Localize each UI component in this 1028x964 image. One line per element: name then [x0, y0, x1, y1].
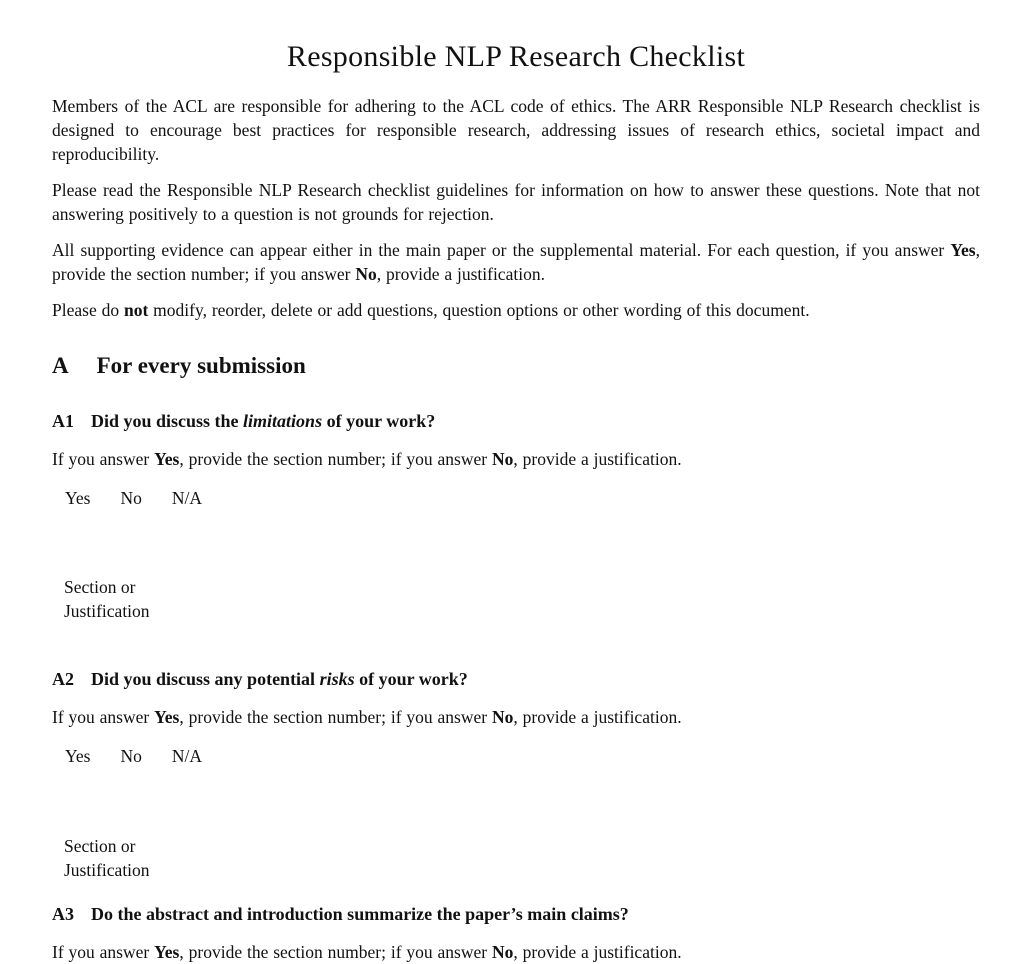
question-a2-answer-field-label [64, 834, 980, 882]
instruction-text-2: , provide the section number; if you answer [179, 942, 492, 962]
question-a2-text-post: of your work? [354, 669, 468, 689]
question-a2-text-pre: Did you discuss any potential [91, 669, 320, 689]
instruction-bold-yes: Yes [154, 449, 180, 469]
question-a1-id: A1 [52, 411, 74, 431]
instruction-bold-no: No [491, 707, 514, 727]
instruction-bold-yes: Yes [154, 942, 180, 962]
option-no[interactable]: No [120, 746, 142, 766]
question-a3 [52, 903, 980, 964]
intro-paragraph-4 [52, 298, 980, 322]
intro-paragraph-4-bold-not: not [123, 300, 149, 320]
question-a1-text-pre: Did you discuss the [91, 411, 244, 431]
question-a2 [52, 668, 980, 882]
intro-paragraph-3-text-2: , provide the section number; if you answer [52, 240, 980, 284]
question-a3-instruction [52, 940, 980, 964]
question-a2-instruction [52, 705, 980, 729]
question-a3-id: A3 [52, 904, 74, 924]
answer-field-label-line1: Section or [64, 836, 136, 856]
intro-paragraph-4-text-2: modify, reorder, delete or add questions, question options or other wording of this document. [148, 300, 810, 320]
question-a2-answer-input-area[interactable] [52, 767, 980, 834]
instruction-text-4: , provide a justification. [513, 449, 682, 469]
intro-paragraph-4-text-0: Please do [52, 300, 124, 320]
instruction-bold-no: No [491, 942, 514, 962]
question-a3-heading [52, 903, 980, 925]
instruction-text-2: , provide the section number; if you answer [179, 449, 492, 469]
question-a2-id: A2 [52, 669, 74, 689]
option-na[interactable]: N/A [171, 488, 202, 508]
option-na[interactable]: N/A [171, 746, 202, 766]
document-title: Responsible NLP Research Checklist [286, 40, 746, 73]
question-a2-heading [52, 668, 980, 690]
instruction-text-0: If you answer [52, 942, 155, 962]
question-a1-emphasis: limitations [243, 411, 323, 431]
intro-paragraph-2: Please read the Responsible NLP Research checklist guidelines for information on how to answer these questions. Note that not answering positively to a question is not grounds for rejection. [52, 180, 980, 224]
intro-paragraph-3-text-4: , provide a justification. [376, 264, 545, 284]
question-a2-answer-options [65, 746, 980, 767]
question-a1-answer-options [65, 488, 980, 509]
instruction-bold-yes: Yes [154, 707, 180, 727]
instruction-text-2: , provide the section number; if you answer [179, 707, 492, 727]
intro-paragraph-3-bold-no: No [355, 264, 377, 284]
answer-field-label-line2: Justification [64, 860, 150, 880]
option-yes[interactable]: Yes [65, 488, 91, 508]
intro-paragraph-3 [52, 238, 980, 286]
question-a1-answer-field-label [64, 575, 980, 623]
instruction-text-4: , provide a justification. [513, 707, 682, 727]
instruction-text-0: If you answer [52, 449, 155, 469]
section-a-id: A [52, 353, 69, 378]
answer-field-label-line2: Justification [64, 601, 150, 621]
intro-paragraph-3-text-0: All supporting evidence can appear either in the main paper or the supplemental material. For each question, if you answer [52, 240, 951, 260]
question-a1-answer-input-area[interactable] [52, 509, 980, 575]
option-no[interactable]: No [120, 488, 142, 508]
question-a1 [52, 410, 980, 623]
section-a-heading [52, 352, 980, 379]
question-a2-emphasis: risks [319, 669, 355, 689]
section-a-title: For every submission [96, 353, 306, 378]
instruction-bold-no: No [491, 449, 514, 469]
intro-paragraph-3-bold-yes: Yes [950, 240, 976, 260]
question-a1-text-post: of your work? [322, 411, 436, 431]
option-yes[interactable]: Yes [65, 746, 91, 766]
question-a1-instruction [52, 447, 980, 471]
answer-field-label-line1: Section or [64, 577, 136, 597]
instruction-text-0: If you answer [52, 707, 155, 727]
instruction-text-4: , provide a justification. [513, 942, 682, 962]
question-a1-heading [52, 410, 980, 432]
intro-paragraph-1: Members of the ACL are responsible for adhering to the ACL code of ethics. The ARR Responsible NLP Research checklist is designed to encourage best practices for responsible research, addressing issues of research ethics, societal impact and reproducibility. [52, 96, 980, 164]
question-a3-text-pre: Do the abstract and introduction summarize the paper’s main claims? [91, 904, 629, 924]
